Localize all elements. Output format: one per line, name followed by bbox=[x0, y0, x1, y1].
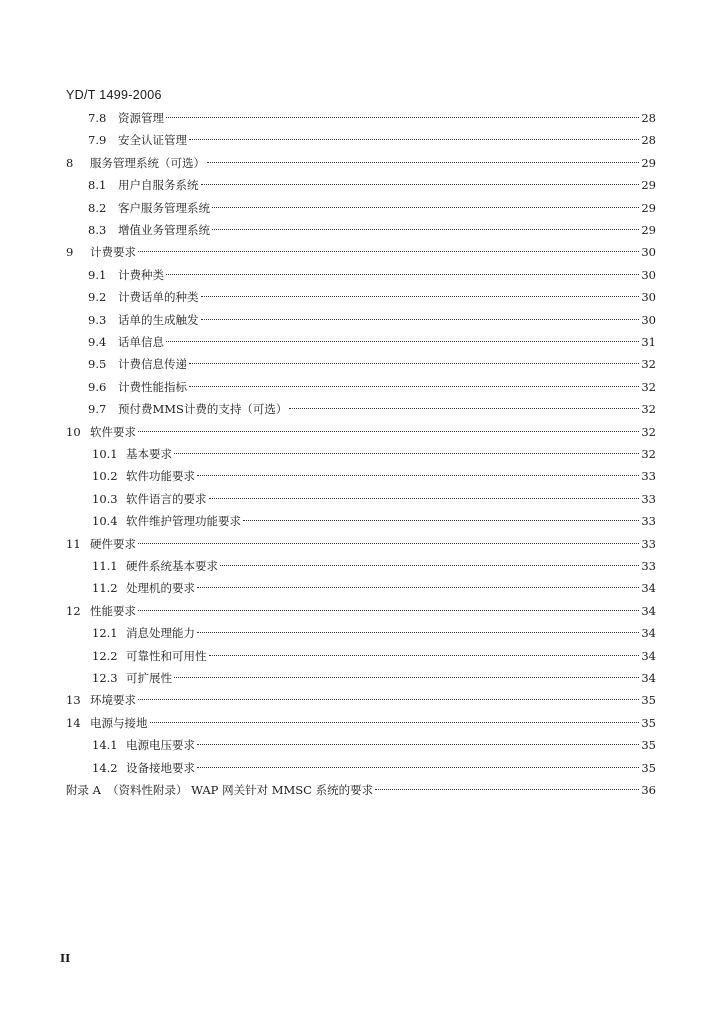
toc-dot-leader bbox=[166, 329, 639, 342]
toc-dot-leader bbox=[220, 553, 639, 566]
toc-dot-leader bbox=[138, 598, 639, 611]
toc-entry-page: 32 bbox=[641, 424, 656, 439]
toc-entry bbox=[92, 735, 656, 755]
toc-entry bbox=[88, 220, 656, 240]
toc-entry-number: 10.4 bbox=[92, 514, 118, 529]
toc-entry-page: 35 bbox=[641, 760, 656, 775]
toc-entry-title: 服务管理系统（可选） bbox=[90, 155, 205, 170]
toc-entry-title: 计费话单的种类 bbox=[118, 290, 199, 305]
toc-entry bbox=[88, 130, 656, 150]
toc-dot-leader bbox=[201, 307, 640, 320]
toc-entry-page: 31 bbox=[641, 335, 656, 349]
toc-entry bbox=[92, 623, 656, 643]
toc-entry-page: 34 bbox=[641, 671, 656, 685]
toc-entry-title: 可扩展性 bbox=[126, 671, 172, 685]
toc-entry-title: 硬件系统基本要求 bbox=[126, 559, 218, 573]
toc-entry-title: 计费性能指标 bbox=[118, 379, 187, 394]
toc-entry-page: 29 bbox=[641, 200, 656, 215]
toc-entry bbox=[88, 108, 656, 128]
toc-entry-title: （资料性附录） WAP 网关针对 MMSC 系统的要求 bbox=[106, 783, 374, 797]
standard-code-header: YD/T 1499-2006 bbox=[66, 88, 162, 102]
toc-entry-page: 29 bbox=[641, 155, 656, 170]
toc-entry-title: 增值业务管理系统 bbox=[118, 223, 210, 237]
toc-entry-number: 9.2 bbox=[88, 290, 107, 305]
page-number-footer: II bbox=[60, 952, 71, 965]
toc-dot-leader bbox=[174, 441, 639, 454]
toc-entry-number: 9.6 bbox=[88, 379, 107, 394]
toc-dot-leader bbox=[289, 396, 639, 409]
toc-entry-page: 35 bbox=[641, 738, 656, 753]
toc-dot-leader bbox=[166, 105, 639, 118]
toc-entry-title: 计费信息传递 bbox=[118, 357, 187, 372]
toc-entry-page: 32 bbox=[641, 357, 656, 372]
toc-entry-title: 环境要求 bbox=[90, 693, 136, 708]
toc-entry-page: 33 bbox=[641, 559, 656, 573]
toc-entry bbox=[88, 310, 656, 330]
toc-dot-leader bbox=[209, 643, 640, 656]
toc-entry-page: 30 bbox=[641, 312, 656, 327]
toc-dot-leader bbox=[150, 710, 640, 723]
toc-entry bbox=[88, 399, 656, 419]
toc-entry-number: 附录 A bbox=[66, 783, 101, 797]
toc-dot-leader bbox=[138, 531, 639, 544]
toc-entry-title: 客户服务管理系统 bbox=[118, 200, 210, 215]
toc-entry-title: 计费种类 bbox=[118, 267, 164, 282]
toc-entry bbox=[88, 332, 656, 352]
toc-entry-page: 30 bbox=[641, 267, 656, 282]
toc-dot-leader bbox=[189, 351, 639, 364]
toc-entry-title: 电源电压要求 bbox=[126, 738, 195, 753]
toc-entry bbox=[92, 646, 656, 666]
toc-dot-leader bbox=[201, 172, 640, 185]
toc-dot-leader bbox=[375, 777, 639, 790]
toc-entry-title: 用户自服务系统 bbox=[118, 178, 199, 193]
toc-dot-leader bbox=[209, 486, 640, 499]
toc-entry-title: 软件语言的要求 bbox=[126, 491, 207, 506]
toc-dot-leader bbox=[197, 575, 639, 588]
toc-dot-leader bbox=[174, 665, 639, 678]
toc-entry-number: 12 bbox=[66, 603, 81, 618]
toc-entry bbox=[66, 534, 656, 554]
toc-entry-number: 11.2 bbox=[92, 581, 118, 596]
toc-entry-title: 性能要求 bbox=[90, 603, 136, 618]
toc-dot-leader bbox=[197, 755, 639, 768]
toc-entry bbox=[66, 422, 656, 442]
toc-entry-page: 29 bbox=[641, 223, 656, 237]
toc-dot-leader bbox=[197, 463, 639, 476]
toc-entry-title: 消息处理能力 bbox=[126, 626, 195, 641]
toc-entry bbox=[88, 265, 656, 285]
toc-entry bbox=[88, 377, 656, 397]
toc-entry-page: 34 bbox=[641, 581, 656, 596]
toc-entry-page: 32 bbox=[641, 402, 656, 417]
toc-entry-number: 10.1 bbox=[92, 447, 118, 461]
toc-entry-number: 10 bbox=[66, 424, 81, 439]
toc-entry-number: 9 bbox=[66, 245, 74, 260]
toc-dot-leader bbox=[243, 508, 639, 521]
toc-entry bbox=[92, 489, 656, 509]
toc-entry-title: 话单的生成触发 bbox=[118, 312, 199, 327]
toc-entry bbox=[88, 175, 656, 195]
toc-entry bbox=[92, 466, 656, 486]
toc-entry bbox=[92, 511, 656, 531]
toc-entry-number: 9.5 bbox=[88, 357, 107, 372]
toc-entry-title: 硬件要求 bbox=[90, 536, 136, 551]
toc-entry-page: 34 bbox=[641, 648, 656, 663]
toc-entry bbox=[66, 153, 656, 173]
toc-entry-number: 14 bbox=[66, 715, 81, 730]
toc-entry bbox=[88, 354, 656, 374]
toc-entry-title: 安全认证管理 bbox=[118, 133, 187, 148]
toc-dot-leader bbox=[166, 262, 639, 275]
toc-entry bbox=[66, 242, 656, 262]
toc-entry-number: 7.8 bbox=[88, 111, 107, 125]
toc-entry-title: 预付费MMS计费的支持（可选） bbox=[118, 402, 288, 417]
toc-entry-number: 14.2 bbox=[92, 760, 118, 775]
toc-entry-title: 可靠性和可用性 bbox=[126, 648, 207, 663]
toc-dot-leader bbox=[189, 127, 639, 140]
toc-entry bbox=[66, 601, 656, 621]
toc-dot-leader bbox=[201, 284, 640, 297]
toc-dot-leader bbox=[197, 732, 639, 745]
toc-entry-number: 10.2 bbox=[92, 469, 118, 484]
toc-dot-leader bbox=[207, 150, 639, 163]
toc-entry-number: 11 bbox=[66, 536, 81, 551]
toc-entry-page: 28 bbox=[641, 111, 656, 125]
toc-entry bbox=[66, 713, 656, 733]
toc-entry-title: 软件维护管理功能要求 bbox=[126, 514, 241, 529]
toc-entry-number: 9.1 bbox=[88, 267, 107, 282]
toc-dot-leader bbox=[197, 620, 639, 633]
toc-entry-page: 30 bbox=[641, 290, 656, 305]
toc-entry-page: 32 bbox=[641, 447, 656, 461]
toc-entry-number: 12.2 bbox=[92, 648, 118, 663]
toc-dot-leader bbox=[138, 239, 639, 252]
toc-entry-page: 34 bbox=[641, 603, 656, 618]
toc-entry-page: 33 bbox=[641, 491, 656, 506]
toc-entry bbox=[92, 668, 656, 688]
toc-entry-title: 资源管理 bbox=[118, 111, 164, 125]
toc-entry-title: 设备接地要求 bbox=[126, 760, 195, 775]
toc-entry-number: 8.1 bbox=[88, 178, 107, 193]
toc-entry-title: 软件要求 bbox=[90, 424, 136, 439]
toc-entry-number: 8 bbox=[66, 155, 74, 170]
toc-entry-page: 36 bbox=[641, 783, 656, 797]
toc-entry-page: 28 bbox=[641, 133, 656, 148]
toc-entry bbox=[92, 578, 656, 598]
toc-entry-number: 9.4 bbox=[88, 335, 107, 349]
toc-entry-number: 8.2 bbox=[88, 200, 107, 215]
toc-entry-number: 9.3 bbox=[88, 312, 107, 327]
toc-entry-page: 33 bbox=[641, 536, 656, 551]
toc-entry bbox=[88, 287, 656, 307]
toc-entry-number: 12.1 bbox=[92, 626, 118, 641]
toc-entry-number: 12.3 bbox=[92, 671, 118, 685]
toc-entry-title: 计费要求 bbox=[90, 245, 136, 260]
toc-dot-leader bbox=[212, 217, 639, 230]
toc-dot-leader bbox=[138, 687, 639, 700]
toc-dot-leader bbox=[212, 195, 639, 208]
toc-entry-title: 电源与接地 bbox=[90, 715, 148, 730]
toc-entry-page: 35 bbox=[641, 693, 656, 708]
toc-entry bbox=[88, 198, 656, 218]
toc-entry-page: 33 bbox=[641, 469, 656, 484]
toc-entry-number: 7.9 bbox=[88, 133, 107, 148]
toc-entry-page: 29 bbox=[641, 178, 656, 193]
toc-entry-number: 13 bbox=[66, 693, 81, 708]
toc-entry bbox=[66, 690, 656, 710]
toc-entry-number: 14.1 bbox=[92, 738, 118, 753]
toc-entry-page: 33 bbox=[641, 514, 656, 529]
toc-entry bbox=[66, 780, 656, 800]
toc-entry-number: 10.3 bbox=[92, 491, 118, 506]
toc-entry bbox=[92, 444, 656, 464]
toc-dot-leader bbox=[189, 374, 639, 387]
toc-entry-title: 话单信息 bbox=[118, 335, 164, 349]
toc-entry-page: 32 bbox=[641, 379, 656, 394]
toc-entry-number: 11.1 bbox=[92, 559, 118, 573]
toc-entry-number: 9.7 bbox=[88, 402, 107, 417]
toc-entry-title: 软件功能要求 bbox=[126, 469, 195, 484]
toc-entry-title: 基本要求 bbox=[126, 447, 172, 461]
toc-entry-page: 35 bbox=[641, 715, 656, 730]
toc-entry-page: 34 bbox=[641, 626, 656, 641]
toc-entry bbox=[92, 758, 656, 778]
toc-entry-number: 8.3 bbox=[88, 223, 107, 237]
toc-entry-page: 30 bbox=[641, 245, 656, 260]
toc-dot-leader bbox=[138, 419, 639, 432]
toc-entry-title: 处理机的要求 bbox=[126, 581, 195, 596]
toc-entry bbox=[92, 556, 656, 576]
